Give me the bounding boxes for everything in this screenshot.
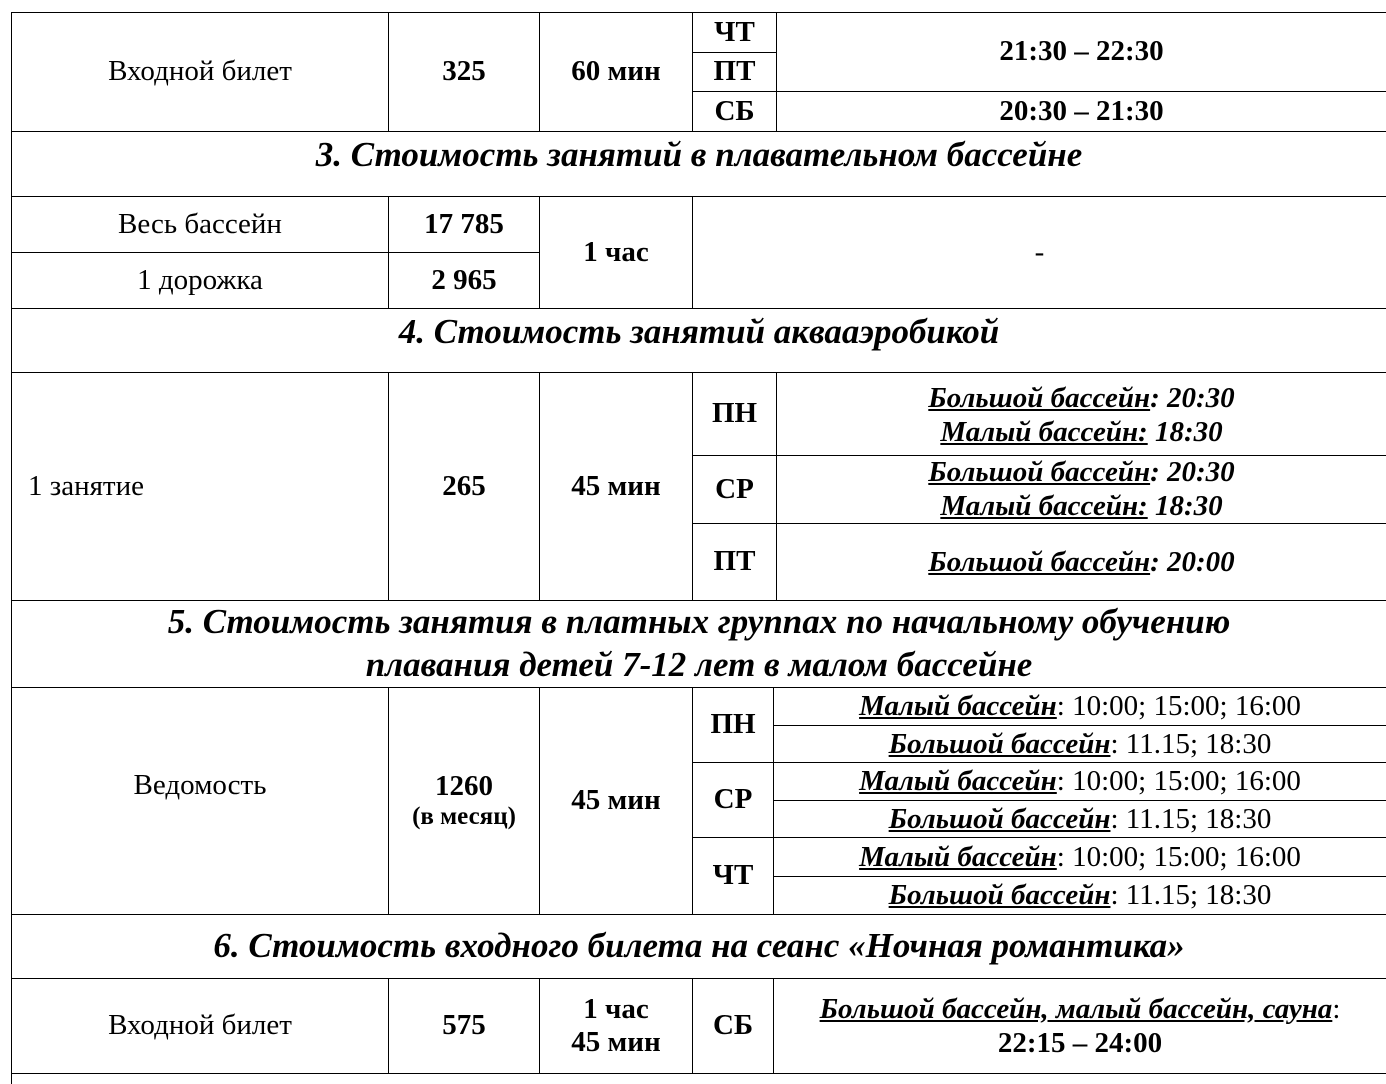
- pool-name: Большой бассейн: [928, 545, 1151, 578]
- time: : 11.15; 18:30: [1110, 802, 1272, 835]
- pool-name: Малый бассейн: [859, 765, 1057, 798]
- day-label: СБ: [714, 94, 755, 127]
- schedule-entry: [774, 877, 1386, 914]
- schedule-entry: [774, 763, 1386, 800]
- price-value: 1260: [435, 769, 493, 802]
- section-title-line: плавания детей 7-12 лет в малом бассейне: [365, 645, 1033, 684]
- row-name: Ведомость: [133, 769, 267, 802]
- pool-name: Большой бассейн, малый бассейн, сауна: [819, 992, 1333, 1025]
- section-title: 3. Стоимость занятий в плавательном бассейне: [315, 134, 1083, 174]
- time: : 20:30: [1150, 455, 1235, 488]
- time: : 20:30: [1150, 381, 1235, 414]
- time: : 10:00; 15:00; 16:00: [1056, 765, 1301, 798]
- row-name: Весь бассейн: [118, 207, 282, 240]
- time: 18:30: [1147, 416, 1223, 448]
- row-name: Входной билет: [108, 1009, 292, 1042]
- row-duration: 1 час: [583, 235, 649, 268]
- section-title: [12, 601, 1386, 687]
- pool-name: Большой бассейн: [888, 727, 1111, 760]
- pool-name: Малый бассейн:: [940, 416, 1148, 448]
- price-note: (в месяц): [412, 803, 516, 831]
- day-label: ПТ: [713, 55, 756, 88]
- row-price: 265: [442, 469, 486, 502]
- schedule-entry: [777, 524, 1386, 600]
- time: 22:15 – 24:00: [997, 1027, 1163, 1059]
- day-label: ПН: [710, 708, 756, 741]
- schedule-entry: [774, 838, 1386, 876]
- time: : 10:00; 15:00; 16:00: [1056, 840, 1301, 873]
- row-duration: 45 мин: [571, 469, 661, 502]
- row-price: 2 965: [431, 263, 497, 296]
- schedule-entry: [777, 378, 1386, 452]
- day-label: СР: [713, 783, 753, 816]
- ticket-duration: 60 мин: [571, 55, 661, 88]
- section-title-line: 5. Стоимость занятия в платных группах по начальному обучению: [167, 602, 1231, 642]
- time: : 11.15; 18:30: [1110, 879, 1272, 912]
- time: : 10:00; 15:00; 16:00: [1056, 690, 1301, 723]
- pool-name: Большой бассейн: [888, 879, 1111, 912]
- schedule-entry: [777, 455, 1386, 523]
- pool-name: Большой бассейн: [928, 381, 1151, 414]
- day-label: СБ: [712, 1009, 754, 1042]
- time: 18:30: [1147, 490, 1223, 522]
- time: : 11.15; 18:30: [1110, 727, 1272, 760]
- row-duration: [540, 979, 692, 1073]
- border: [11, 1073, 1386, 1074]
- ticket-name: Входной билет: [108, 55, 292, 88]
- session-time: 21:30 – 22:30: [999, 35, 1164, 68]
- schedule-entry: [774, 688, 1386, 725]
- session-time: 20:30 – 21:30: [999, 94, 1164, 127]
- row-name: 1 дорожка: [137, 263, 263, 296]
- schedule-entry: [774, 726, 1386, 762]
- day-label: ПТ: [713, 545, 756, 578]
- duration-line: 45 мин: [571, 1026, 661, 1058]
- pool-name: Малый бассейн:: [940, 490, 1148, 522]
- day-label: ЧТ: [712, 859, 754, 892]
- duration-line: 1 час: [583, 992, 649, 1025]
- time: : 20:00: [1150, 545, 1235, 578]
- ticket-price: 325: [442, 55, 486, 88]
- pool-name: Малый бассейн: [859, 840, 1057, 873]
- row-price: [389, 688, 539, 914]
- section-title: 6. Стоимость входного билета на сеанс «Ночная романтика»: [213, 926, 1185, 966]
- pool-name: Большой бассейн: [888, 802, 1111, 835]
- row-price: 17 785: [424, 207, 504, 240]
- pool-name: Малый бассейн: [859, 690, 1057, 723]
- row-price: 575: [442, 1009, 486, 1042]
- schedule-empty: -: [1034, 235, 1045, 268]
- day-label: СР: [715, 472, 754, 505]
- day-label: ЧТ: [714, 15, 755, 48]
- section-title: 4. Стоимость занятий аквааэробикой: [398, 311, 1000, 351]
- row-name: 1 занятие: [28, 469, 144, 502]
- day-label: ПН: [711, 397, 758, 430]
- schedule-entry: [774, 979, 1386, 1073]
- colon: :: [1332, 992, 1341, 1025]
- pool-name: Большой бассейн: [928, 455, 1151, 488]
- schedule-entry: [774, 801, 1386, 837]
- row-duration: 45 мин: [571, 784, 661, 817]
